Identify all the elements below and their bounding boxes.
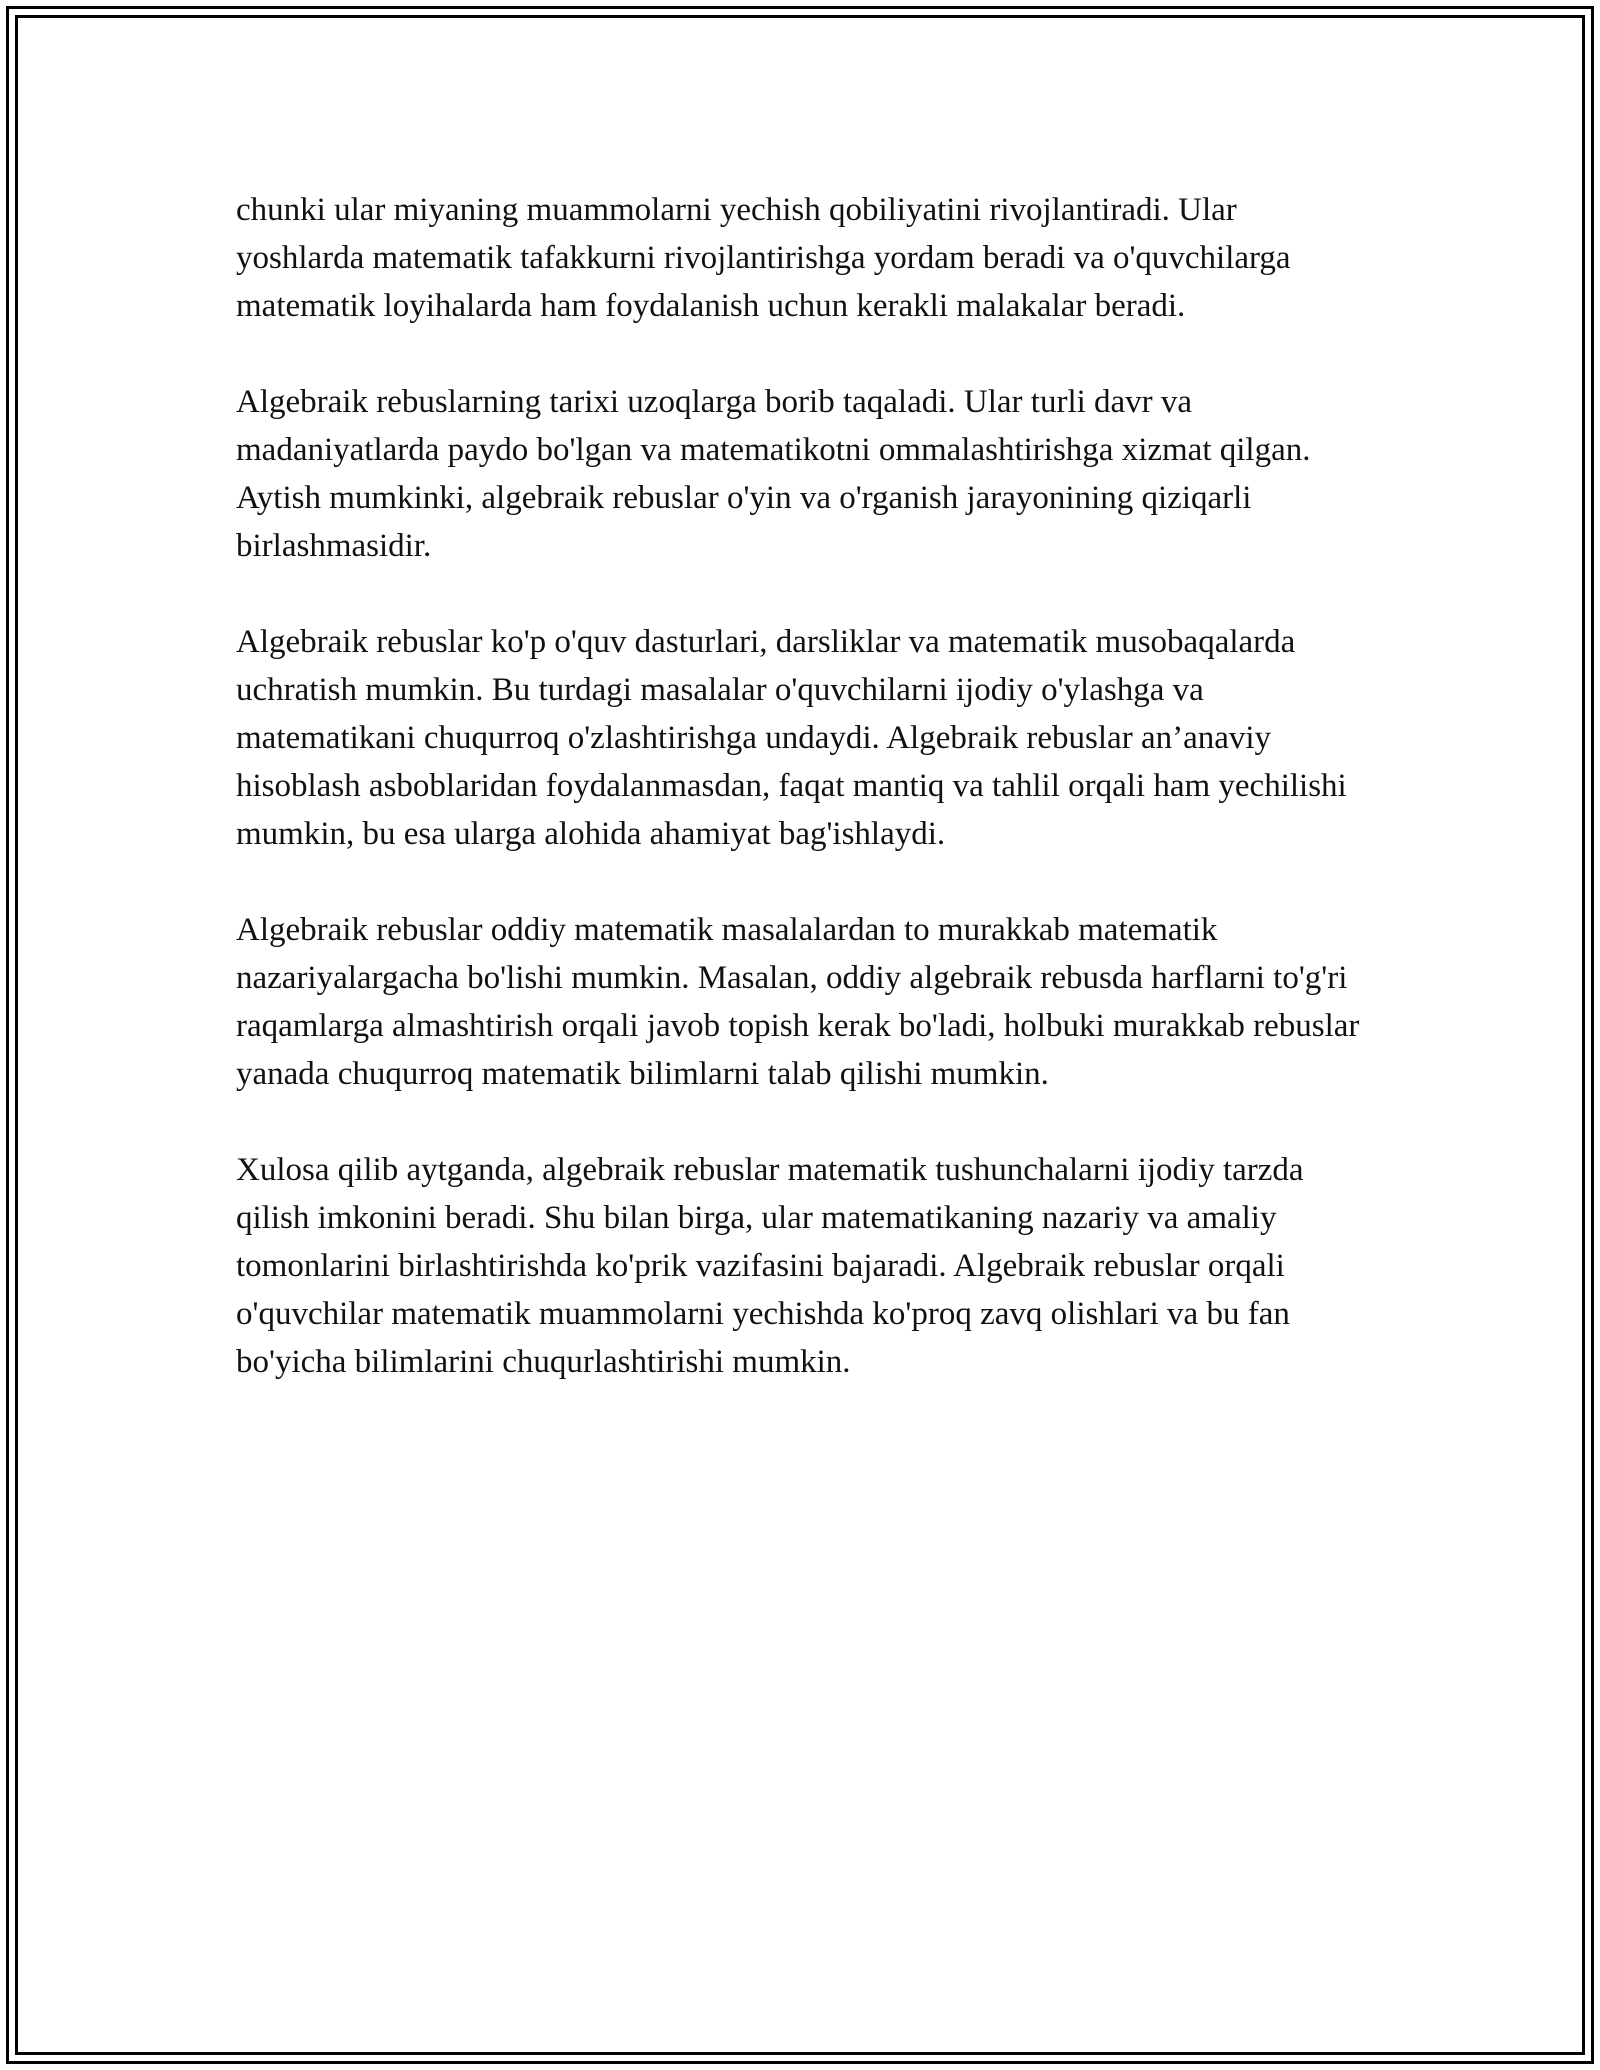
paragraph-4: Algebraik rebuslar oddiy matematik masalalardan to murakkab matematik nazariyalargacha bo'lishi mumkin. Masalan, oddiy algebraik rebusda harflarni to'g'ri raqamlarga almashtirish orqali javob topish kerak bo'ladi, holbuki murakkab rebuslar yanada chuqurroq matematik bilimlarni talab qilishi mumkin. <box>236 912 1360 1092</box>
paragraph-2: Algebraik rebuslarning tarixi uzoqlarga borib taqaladi. Ular turli davr va madaniyatlarda paydo bo'lgan va matematikotni ommalashtirishga xizmat qilgan. Aytish mumkinki, algebraik rebuslar o'yin va o'rganish jarayonining qiziqarli birlashmasidir. <box>236 384 1311 564</box>
paragraph-1: chunki ular miyaning muammolarni yechish qobiliyatini rivojlantiradi. Ular yoshlarda matematik tafakkurni rivojlantirishga yordam beradi va o'quvchilarga matematik loyihalarda ham foydalanish uchun kerakli malakalar beradi. <box>236 192 1291 324</box>
paragraph-3: Algebraik rebuslar ko'p o'quv dasturlari, darsliklar va matematik musobaqalarda uchratish mumkin. Bu turdagi masalalar o'quvchilarni ijodiy o'ylashga va matematikani chuqurroq o'zlashtirishga undaydi. Algebraik rebuslar an’anaviy hisoblash asboblaridan foydalanmasdan, faqat mantiq va tahlil orqali ham yechilishi mumkin, bu esa ularga alohida ahamiyat bag'ishlaydi. <box>236 624 1347 852</box>
paragraph-5: Xulosa qilib aytganda, algebraik rebuslar matematik tushunchalarni ijodiy tarzda qilish imkonini beradi. Shu bilan birga, ular matematikaning nazariy va amaliy tomonlarini birlashtirishda ko'prik vazifasini bajaradi. Algebraik rebuslar orqali o'quvchilar matematik muammolarni yechishda ko'proq zavq olishlari va bu fan bo'yicha bilimlarini chuqurlashtirishi mumkin. <box>236 1152 1304 1380</box>
document-body <box>236 186 1364 1434</box>
